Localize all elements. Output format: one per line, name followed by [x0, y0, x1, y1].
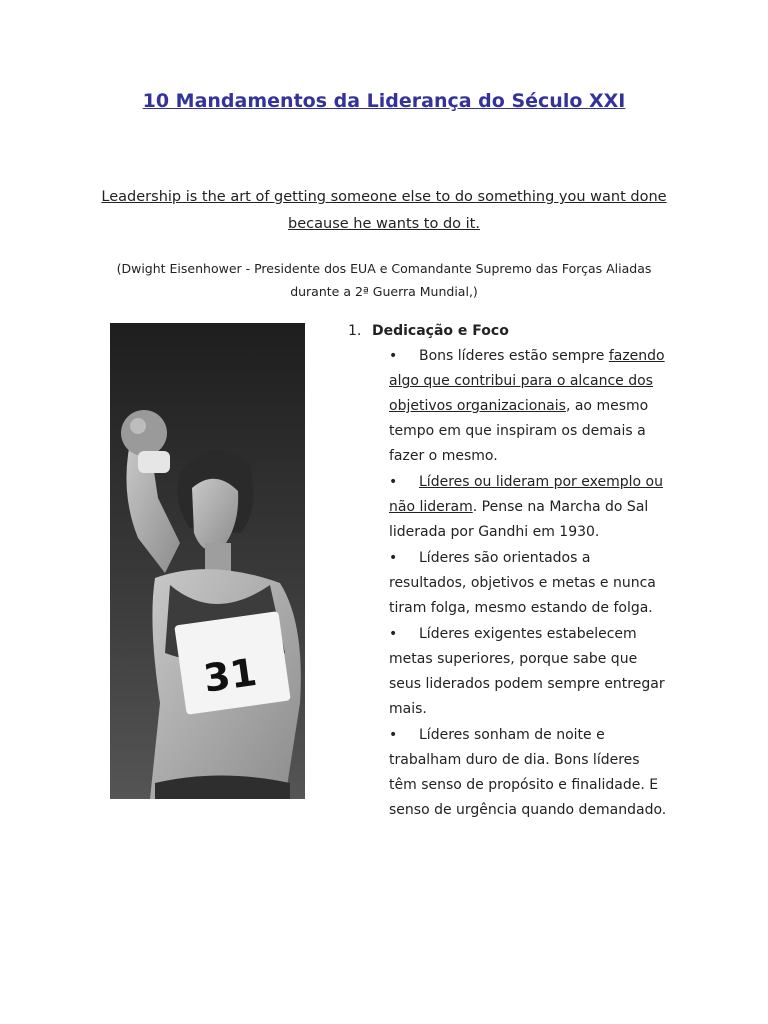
bullet-underlined-text: Líderes ou lideram por exemplo ou não lideram — [389, 474, 663, 515]
list-item — [348, 723, 668, 823]
bullet-icon: • — [389, 626, 398, 642]
leadership-quote — [100, 184, 668, 238]
list-item — [348, 470, 668, 545]
bullet-icon: • — [389, 727, 398, 743]
bullet-icon: • — [389, 348, 398, 364]
commandment-title: Dedicação e Foco — [372, 323, 509, 339]
leadership-quote-text: Leadership is the art of getting someone else to do something you want done because he wants to do it. — [101, 189, 667, 232]
bullet-text: Líderes exigentes estabelecem metas superiores, porque sabe que seus liderados podem sempre entregar mais. — [389, 626, 665, 717]
bullet-underlined-text: fazendo algo que contribui para o alcance dos objetivos organizacionais — [389, 348, 665, 414]
athlete-photo — [110, 323, 305, 799]
athlete-photo-illustration — [110, 323, 305, 799]
bullet-icon: • — [389, 474, 398, 490]
commandment-bullets — [348, 344, 668, 823]
quote-attribution: (Dwight Eisenhower - Presidente dos EUA e Comandante Supremo das Forças Aliadas durante a 2ª Guerra Mundial,) — [116, 261, 652, 299]
list-item — [348, 344, 668, 469]
commandment-section-1 — [348, 318, 668, 824]
commandment-heading — [348, 318, 668, 344]
commandment-number: 1. — [348, 323, 362, 339]
document-title: 10 Mandamentos da Liderança do Século XXI — [142, 90, 626, 112]
list-item — [348, 622, 668, 722]
bullet-text-end: , ao mesmo tempo em que inspiram os demais a fazer o mesmo. — [389, 398, 649, 464]
bullet-text: Líderes são orientados a resultados, objetivos e metas e nunca tiram folga, mesmo estando de folga. — [389, 550, 656, 616]
bullet-text-end: . Pense na Marcha do Sal liderada por Gandhi em 1930. — [389, 499, 649, 540]
bullet-text: Bons líderes estão sempre — [419, 348, 609, 364]
bullet-text: Líderes sonham de noite e trabalham duro de dia. Bons líderes têm senso de propósito e finalidade. E senso de urgência quando demandado. — [389, 727, 667, 818]
bib-number: 31 — [200, 649, 260, 701]
list-item — [348, 546, 668, 621]
bullet-icon: • — [389, 550, 398, 566]
